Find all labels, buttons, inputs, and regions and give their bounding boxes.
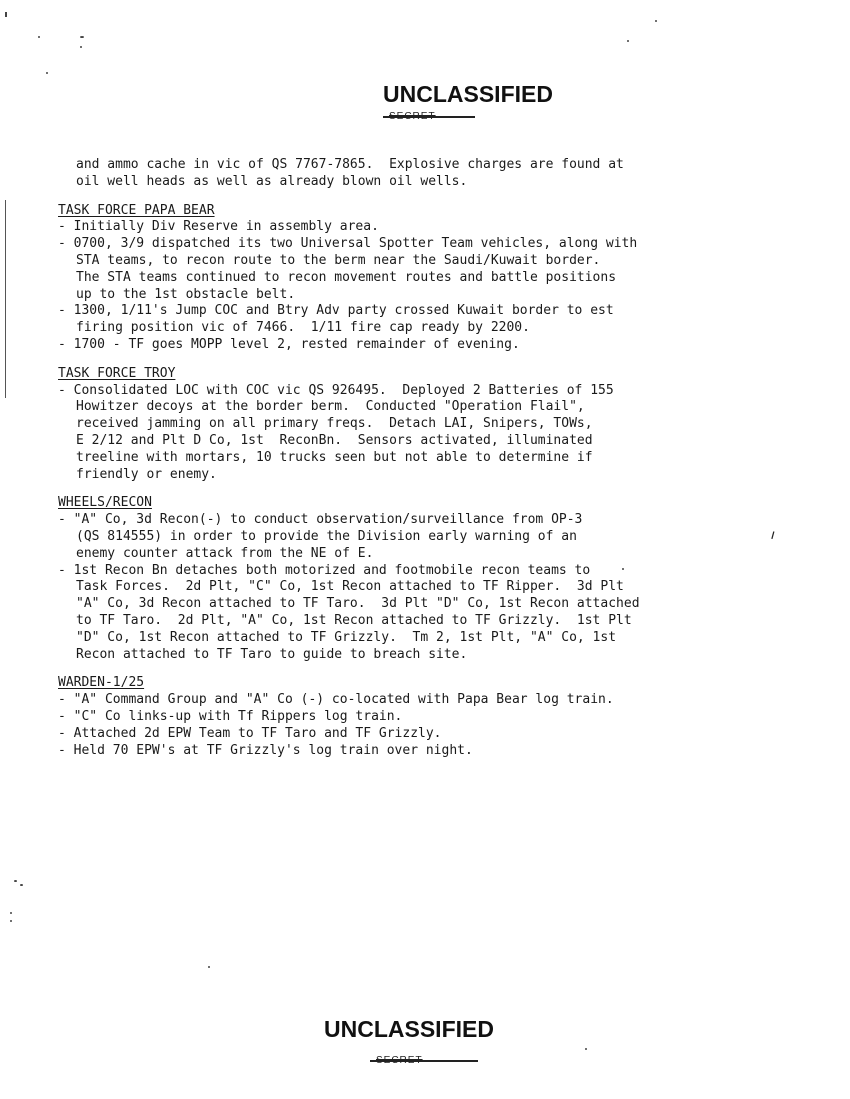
section-line: E 2/12 and Plt D Co, 1st ReconBn. Sensors activated, illuminated xyxy=(76,432,593,448)
scan-speck xyxy=(20,884,23,886)
section-line: Task Forces. 2d Plt, "C" Co, 1st Recon attached to TF Ripper. 3d Plt xyxy=(76,579,624,595)
section-line: Howitzer decoys at the border berm. Conducted "Operation Flail", xyxy=(76,399,585,415)
scan-speck xyxy=(80,36,84,38)
section-line: - Held 70 EPW's at TF Grizzly's log train over night. xyxy=(58,742,473,758)
scan-speck xyxy=(10,920,12,922)
section-heading xyxy=(58,495,818,512)
section-line: friendly or enemy. xyxy=(76,466,217,482)
section-line: received jamming on all primary freqs. Detach LAI, Snipers, TOWs, xyxy=(76,416,593,432)
scan-speck xyxy=(14,880,17,882)
section-line: - Attached 2d EPW Team to TF Taro and TF Grizzly. xyxy=(58,725,442,741)
margin-check-mark: ı xyxy=(768,526,777,544)
scan-speck xyxy=(627,40,629,42)
section-line: - "C" Co links-up with Tf Rippers log train. xyxy=(58,708,403,724)
document-body xyxy=(58,157,818,759)
scan-speck xyxy=(655,20,657,22)
section-heading xyxy=(58,675,818,692)
section-heading-text: TASK FORCE PAPA BEAR xyxy=(58,202,215,218)
scan-speck xyxy=(585,1048,587,1050)
paragraph-gap xyxy=(58,354,818,366)
scan-speck xyxy=(46,72,48,74)
struck-classification-header: SECRET xyxy=(383,116,475,118)
section-line: STA teams, to recon route to the berm near the Saudi/Kuwait border. xyxy=(76,252,601,268)
section-heading-text: TASK FORCE TROY xyxy=(58,365,176,381)
section-line: - "A" Co, 3d Recon(-) to conduct observation/surveillance from OP-3 xyxy=(58,512,583,528)
section-line: up to the 1st obstacle belt. xyxy=(76,286,296,302)
section-line: treeline with mortars, 10 trucks seen but not able to determine if xyxy=(76,449,593,465)
section-line: "A" Co, 3d Recon attached to TF Taro. 3d Plt "D" Co, 1st Recon attached xyxy=(76,596,640,612)
paragraph-gap xyxy=(58,191,818,203)
paragraph-gap xyxy=(58,663,818,675)
paragraph-gap xyxy=(58,483,818,495)
section-heading xyxy=(58,366,818,383)
scan-speck xyxy=(208,966,210,968)
section-line: - "A" Command Group and "A" Co (-) co-located with Papa Bear log train. xyxy=(58,692,614,708)
section-heading xyxy=(58,203,818,220)
section-line: - 1st Recon Bn detaches both motorized and footmobile recon teams to xyxy=(58,562,591,578)
margin-change-bar xyxy=(5,200,6,398)
section-heading-text: WHEELS/RECON xyxy=(58,495,152,511)
section-line: to TF Taro. 2d Plt, "A" Co, 1st Recon attached to TF Grizzly. 1st Plt xyxy=(76,612,632,628)
section-line: The STA teams continued to recon movement routes and battle positions xyxy=(76,269,617,285)
scan-speck xyxy=(38,36,40,38)
continuation-line: oil well heads as well as already blown oil wells. xyxy=(76,173,468,189)
section-line: - 1300, 1/11's Jump COC and Btry Adv party crossed Kuwait border to est xyxy=(58,303,614,319)
section-line: firing position vic of 7466. 1/11 fire cap ready by 2200. xyxy=(76,320,530,336)
section-line: - Consolidated LOC with COC vic QS 926495. Deployed 2 Batteries of 155 xyxy=(58,382,614,398)
section-line: - 0700, 3/9 dispatched its two Universal Spotter Team vehicles, along with xyxy=(58,236,638,252)
scan-speck xyxy=(10,912,12,914)
section-line: - Initially Div Reserve in assembly area. xyxy=(58,219,379,235)
classification-header: UNCLASSIFIED xyxy=(383,81,553,107)
scan-speck xyxy=(5,12,7,17)
classification-footer: UNCLASSIFIED xyxy=(324,1016,494,1042)
continuation-line: and ammo cache in vic of QS 7767-7865. Explosive charges are found at xyxy=(76,157,624,172)
scan-speck xyxy=(80,46,82,48)
section-line: (QS 814555) in order to provide the Division early warning of an xyxy=(76,528,577,544)
section-heading-text: WARDEN-1/25 xyxy=(58,675,145,691)
section-line: Recon attached to TF Taro to guide to breach site. xyxy=(76,646,468,662)
section-line: - 1700 - TF goes MOPP level 2, rested remainder of evening. xyxy=(58,336,520,352)
section-line: "D" Co, 1st Recon attached to TF Grizzly. Tm 2, 1st Plt, "A" Co, 1st xyxy=(76,629,617,645)
struck-classification-footer: SECRET xyxy=(370,1060,478,1062)
section-line: enemy counter attack from the NE of E. xyxy=(76,545,374,561)
